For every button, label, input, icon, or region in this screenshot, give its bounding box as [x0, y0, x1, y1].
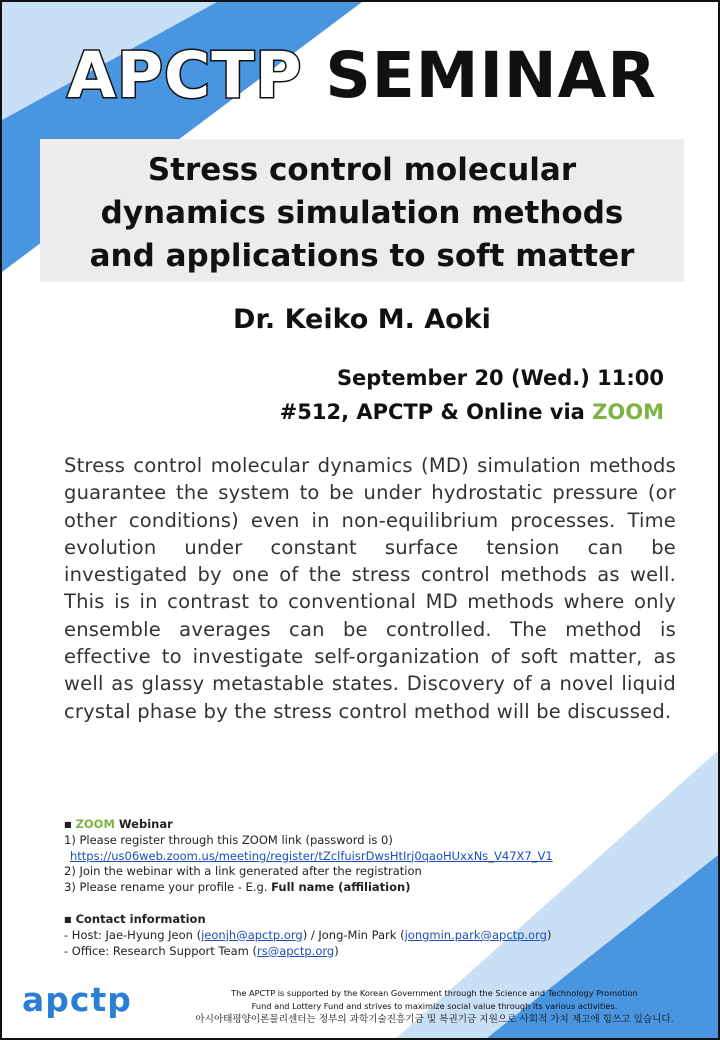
webinar-step-3-text: 3) Please rename your profile - E.g. — [64, 880, 272, 895]
funding-notice-korean: 아시아태평양이론물리센터는 정부의 과학기술진흥기금 및 복권기금 지원으로 사회적 가치 제고에 힘쓰고 있습니다. — [195, 1014, 674, 1025]
host-middle: ) / Jong-Min Park ( — [302, 927, 405, 942]
contact-office — [64, 944, 684, 960]
webinar-heading-label: Webinar — [114, 817, 173, 831]
contact-bullet: ■ — [64, 915, 72, 924]
speaker-name: Dr. Keiko M. Aoki — [233, 304, 491, 335]
abstract-text: Stress control molecular dynamics (MD) simulation methods guarantee the system to be under hydrostatic pressure (or other conditions) even in non-equilibrium processes. Time evolution under constant surface tension can be investigated by one of the stress control methods as well. This is in contrast to conventional MD methods where only ensemble averages can be controlled. The method is effective to investigate self-organization of soft matter, as well as glassy metastable states. Discovery of a novel liquid crystal phase by the stress control method will be discussed. — [64, 454, 676, 723]
schedule-block — [280, 361, 664, 429]
talk-title-line-1: Stress control molecular — [147, 152, 577, 188]
office-prefix: - Office: Research Support Team ( — [64, 943, 257, 958]
host-suffix: ) — [547, 927, 552, 942]
funding-notice-line-2: Fund and Lottery Fund and strives to maximize social value through its various activities. — [251, 1001, 618, 1011]
webinar-step-3-example: Full name (affiliation) — [271, 880, 411, 895]
webinar-section — [64, 817, 684, 896]
talk-title-line-2: dynamics simulation methods — [100, 195, 624, 231]
registration-link[interactable] — [64, 849, 684, 865]
seminar-datetime: September 20 (Wed.) 11:00 — [336, 366, 664, 390]
webinar-heading — [64, 817, 684, 833]
contact-heading-label: Contact information — [75, 912, 206, 926]
talk-title-box — [40, 139, 684, 282]
poster-header — [2, 39, 720, 112]
webinar-bullet: ■ — [64, 820, 72, 829]
webinar-heading-zoom: ZOOM — [75, 817, 115, 831]
header-seminar: SEMINAR — [325, 39, 657, 112]
venue-text: #512, APCTP & Online via — [279, 400, 593, 424]
header-apctp: APCTP — [67, 39, 303, 112]
funding-notice — [152, 987, 717, 1026]
funding-notice-line-1: The APCTP is supported by the Korean Government through the Science and Technology Promotion — [231, 988, 638, 998]
host-email-park[interactable]: jongmin.park@apctp.org — [404, 927, 547, 942]
apctp-logo: apctp — [22, 980, 132, 1019]
webinar-step-1: 1) Please register through this ZOOM link (password is 0) — [64, 832, 393, 847]
host-prefix: - Host: Jae-Hyung Jeon ( — [64, 927, 202, 942]
webinar-step-3 — [64, 880, 684, 896]
registration-url[interactable]: https://us06web.zoom.us/meeting/register/tZclfuisrDwsHtIrj0qaoHUxxNs_V47X7_V1 — [70, 848, 553, 863]
venue-zoom: ZOOM — [592, 400, 664, 424]
office-email[interactable]: rs@apctp.org — [256, 943, 335, 958]
contact-host — [64, 928, 684, 944]
office-suffix: ) — [334, 943, 339, 958]
webinar-step-2: 2) Join the webinar with a link generated after the registration — [64, 864, 422, 879]
contact-section — [64, 912, 684, 959]
contact-heading — [64, 912, 684, 928]
seminar-venue — [280, 395, 664, 429]
host-email-jeon[interactable]: jeonjh@apctp.org — [201, 927, 303, 942]
talk-title-line-3: and applications to soft matter — [89, 238, 635, 274]
